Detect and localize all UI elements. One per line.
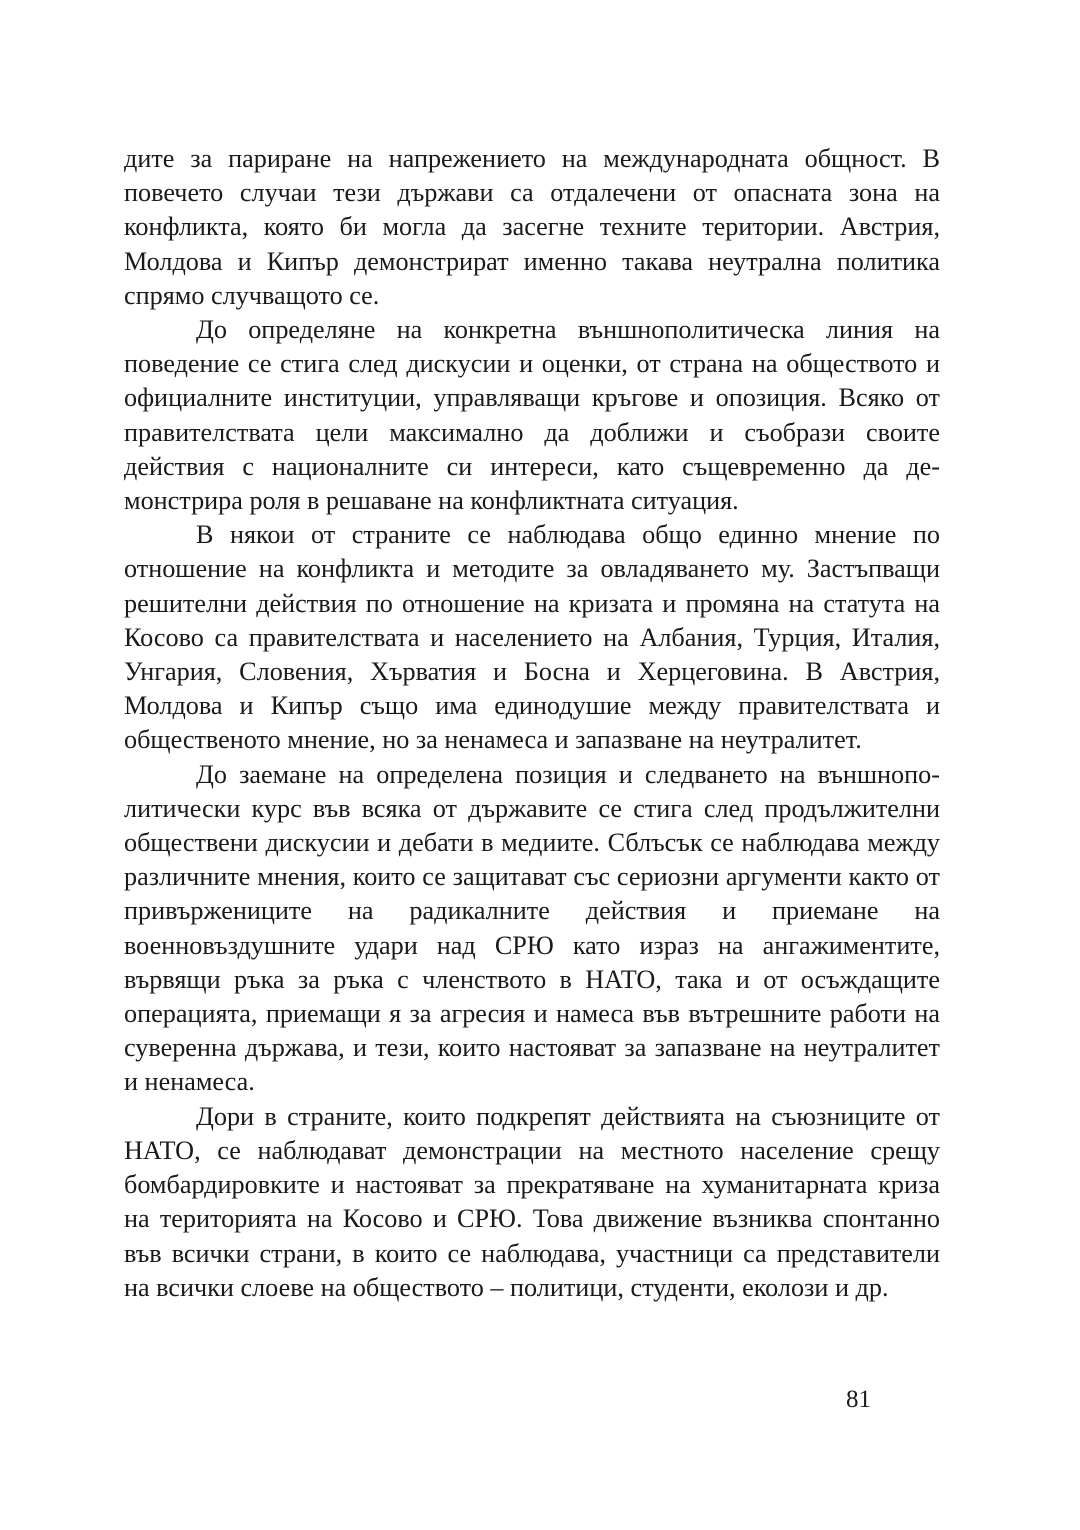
paragraph: До заемане на определена позиция и следването на външнополитически курс във всяка от държавите се стига след продължителни обществени дискусии и дебати в медиите. Сблъсък се наблюдава между различните мнения, които се защитават със сериозни аргументи както от привържениците на радикалните действия и приемане на военновъздушните удари над СРЮ като израз на ангажиментите, вървящи ръка за ръка с членството в НАТО, така и от осъждащите операцията, приемащи я за агресия и намеса във вътрешните работи на суверенна държава, и тези, които настояват за запазване на неутралитет и ненамеса.	[124, 759, 940, 1097]
paragraph: В някои от страните се наблюдава общо единно мнение по отношение на конфликта и методите за овладяването му. Застъпващи решителни действия по отношение на кризата и промяна на статута на Косово са правителствата и населението на Албания, Турция, Италия, Унгария, Словения, Хърватия и Босна и Херцеговина. В Австрия, Молдова и Кипър също има единодушие между правителствата и общественото мнение, но за ненамеса и запазване на неутралитет.	[124, 520, 940, 755]
body-text	[124, 142, 940, 1305]
paragraph-continuation: дите за париране на напрежението на международната общност. В повечето случаи тези държави са отдалечени от опасната зона на конфликта, която би могла да засегне техните територии. Австрия, Молдова и Кипър демонстрират именно такава неутрална политика спрямо случващото се.	[124, 144, 940, 310]
paragraph: Дори в страните, които подкрепят действията на съюзниците от НАТО, се наблюдават демонстрации на местното население срещу бомбардировките и настояват за прекратяване на хуманитарната криза на територията на Косово и СРЮ. Това движение възниква спонтанно във всички страни, в които се наблюдава, участници са представители на всички слоеве на обществото – политици, студенти, еколози и др.	[124, 1101, 940, 1302]
paragraph: До определяне на конкретна външнополитическа линия на поведение се стига след дискусии и оценки, от страна на обществото и официалните институции, управляващи кръгове и опозиция. Всяко от правителствата цели максимално да доближи и съобрази своите действия с националните си интереси, като същевременно да демонстрира роля в решаване на конфликтната ситуация.	[124, 315, 940, 516]
page-number: 81	[846, 1386, 871, 1413]
